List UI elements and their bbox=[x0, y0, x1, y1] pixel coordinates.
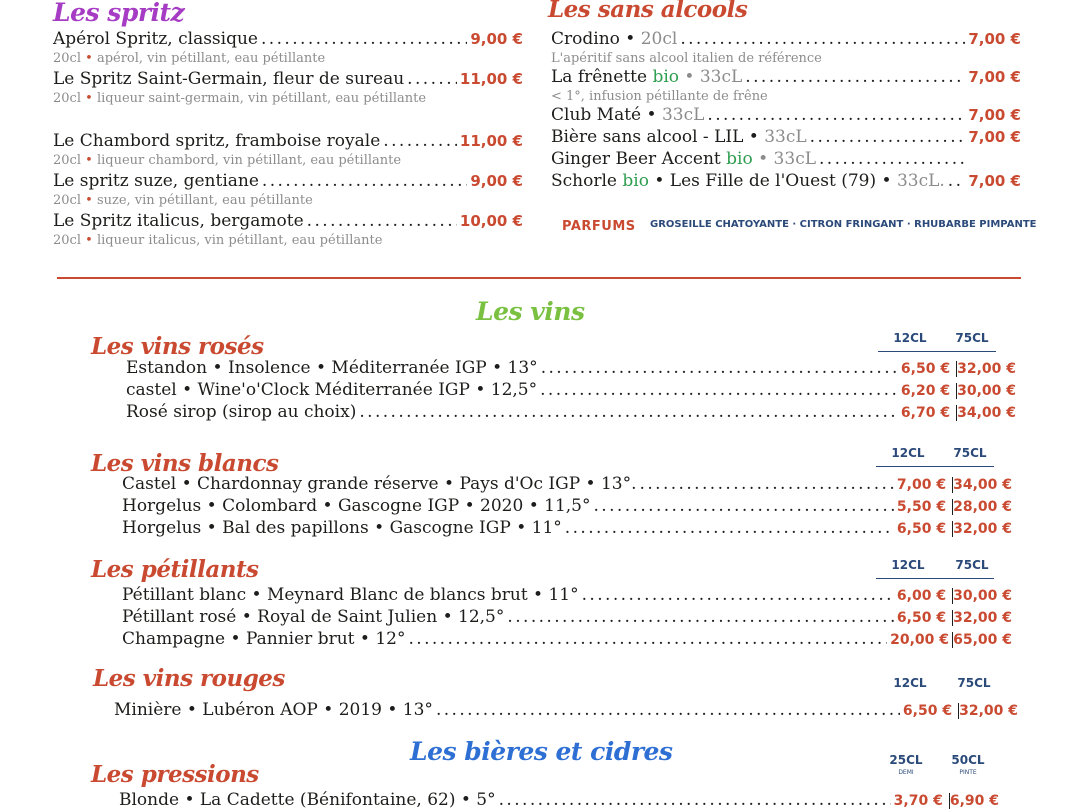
col-header-25cl: 25CL bbox=[889, 753, 923, 767]
col-header-12cl: 12CL bbox=[891, 558, 925, 572]
col-header-75cl: 75CL bbox=[953, 446, 987, 460]
petillants-title: Les pétillants bbox=[91, 556, 259, 583]
table-row: Horgelus • Colombard • Gascogne IGP • 2020 • 11,5° . . . 5,50 € 28,00 € bbox=[122, 496, 1012, 518]
vins-blancs-title: Les vins blancs bbox=[91, 450, 279, 477]
vins-rouges-list bbox=[114, 700, 1018, 722]
list-item: Le Spritz italicus, bergamote . . . 10,00 € bbox=[53, 211, 523, 233]
col-header-12cl: 12CL bbox=[893, 331, 927, 345]
pressions-title: Les pressions bbox=[91, 761, 259, 788]
item-description: L'apéritif sans alcool italien de référence bbox=[551, 51, 822, 66]
col-header-underline bbox=[876, 578, 994, 579]
list-item: Ginger Beer Accent bio • 33cL . . . bbox=[551, 149, 971, 171]
item-description: 20cl • liqueur chambord, vin pétillant, eau pétillante bbox=[53, 153, 402, 168]
table-row: Estandon • Insolence • Méditerranée IGP • 13° . . . 6,50 € 32,00 € bbox=[126, 358, 1016, 380]
vins-roses-list bbox=[126, 358, 1016, 424]
table-row: Castel • Chardonnay grande réserve • Pays d'Oc IGP • 13°. . . . 7,00 € 34,00 € bbox=[122, 474, 1012, 496]
col-header-underline bbox=[878, 351, 996, 352]
table-row: Rosé sirop (sirop au choix) . . . 6,70 € 34,00 € bbox=[126, 402, 1016, 424]
col-header-75cl: 75CL bbox=[957, 676, 991, 690]
table-row: Blonde • La Cadette (Bénifontaine, 62) • 5° . . . 3,70 € 6,90 € bbox=[119, 790, 999, 812]
parfums-label: PARFUMS bbox=[562, 219, 636, 234]
col-header-12cl: 12CL bbox=[893, 676, 927, 690]
item-description: 20cl • liqueur saint-germain, vin pétillant, eau pétillante bbox=[53, 91, 427, 106]
spritz-list bbox=[53, 29, 523, 251]
col-header-75cl: 75CL bbox=[955, 331, 989, 345]
item-description: < 1°, infusion pétillante de frêne bbox=[551, 89, 768, 104]
table-row: Pétillant rosé • Royal de Saint Julien • 12,5° . . . 6,50 € 32,00 € bbox=[122, 607, 1012, 629]
list-item: Le spritz suze, gentiane . . . 9,00 € bbox=[53, 171, 523, 193]
table-row: castel • Wine'o'Clock Méditerranée IGP • 12,5° . . . 6,20 € 30,00 € bbox=[126, 380, 1016, 402]
list-item: La frênette bio • 33cL . . . 7,00 € bbox=[551, 67, 1021, 89]
list-item: Club Maté • 33cL . . . 7,00 € bbox=[551, 105, 1021, 127]
vins-roses-title: Les vins rosés bbox=[91, 333, 264, 360]
list-item: Le Chambord spritz, framboise royale . . . 11,00 € bbox=[53, 131, 523, 153]
bieres-title: Les bières et cidres bbox=[410, 737, 673, 766]
sans-alcools-title: Les sans alcools bbox=[548, 0, 748, 23]
col-header-underline bbox=[876, 466, 994, 467]
petillants-list bbox=[122, 585, 1012, 651]
col-header-demi: DEMI bbox=[898, 769, 914, 776]
col-header-pinte: PINTE bbox=[959, 769, 977, 776]
list-item: Apérol Spritz, classique . . . 9,00 € bbox=[53, 29, 523, 51]
col-header-12cl: 12CL bbox=[891, 446, 925, 460]
table-row: Horgelus • Bal des papillons • Gascogne IGP • 11° . . . 6,50 € 32,00 € bbox=[122, 518, 1012, 540]
item-description: 20cl • liqueur italicus, vin pétillant, eau pétillante bbox=[53, 233, 383, 248]
vins-rouges-title: Les vins rouges bbox=[93, 665, 285, 692]
col-header-75cl: 75CL bbox=[955, 558, 989, 572]
vins-blancs-list bbox=[122, 474, 1012, 540]
col-header-50cl: 50CL bbox=[951, 753, 985, 767]
pressions-list bbox=[119, 790, 999, 812]
vins-title: Les vins bbox=[476, 297, 585, 326]
section-divider bbox=[57, 277, 1021, 279]
list-item: Le Spritz Saint-Germain, fleur de sureau . . . 11,00 € bbox=[53, 69, 523, 91]
parfums-list: GROSEILLE CHATOYANTE · CITRON FRINGANT · RHUBARBE PIMPANTE bbox=[650, 219, 1037, 230]
table-row: Minière • Lubéron AOP • 2019 • 13° . . . 6,50 € 32,00 € bbox=[114, 700, 1018, 722]
sans-alcools-list bbox=[551, 29, 1021, 193]
list-item: Bière sans alcool - LIL • 33cL . . . 7,00 € bbox=[551, 127, 1021, 149]
table-row: Pétillant blanc • Meynard Blanc de blancs brut • 11° . . . 6,00 € 30,00 € bbox=[122, 585, 1012, 607]
item-description: 20cl • apérol, vin pétillant, eau pétillante bbox=[53, 51, 326, 66]
spritz-title: Les spritz bbox=[53, 0, 185, 27]
item-description: 20cl • suze, vin pétillant, eau pétillante bbox=[53, 193, 313, 208]
table-row: Champagne • Pannier brut • 12° . . . 20,00 € 65,00 € bbox=[122, 629, 1012, 651]
list-item: Schorle bio • Les Fille de l'Ouest (79) • 33cL. . . . 7,00 € bbox=[551, 171, 1021, 193]
list-item: Crodino • 20cl . . . 7,00 € bbox=[551, 29, 1021, 51]
